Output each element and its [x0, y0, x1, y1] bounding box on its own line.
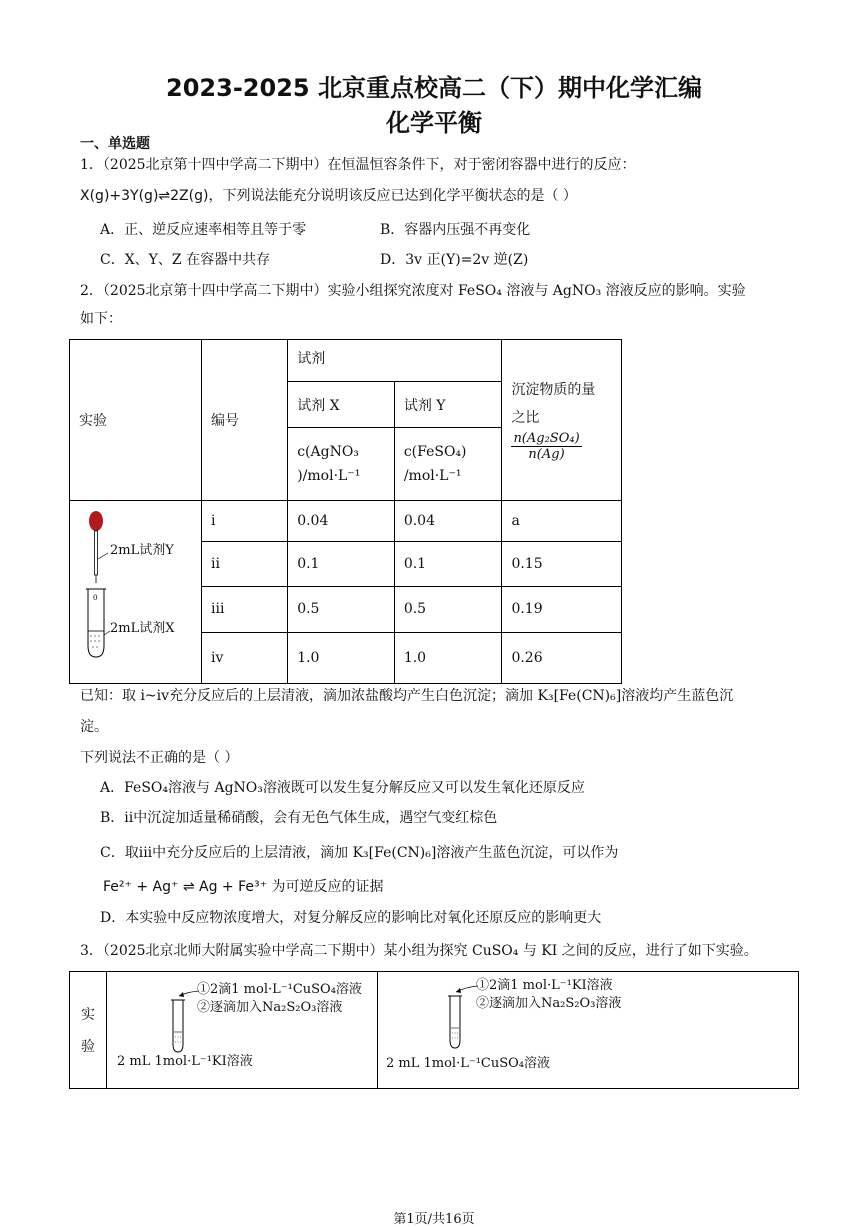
q2-known-line2: 淀。 [80, 719, 108, 735]
q2-stem-line1: 2．（2025北京第十四中学高二下期中）实验小组探究浓度对 FeSO₄ 溶液与 AgNO₃ 溶液反应的影响。实验 [80, 283, 746, 299]
header-reagent-x: 试剂 X [288, 382, 395, 428]
row-id: iv [202, 632, 288, 683]
row-conc-y: 1.0 [394, 632, 502, 683]
apparatus-cell [70, 501, 202, 684]
q1-option-b: B．容器内压强不再变化 [380, 222, 531, 238]
q3-experiment-table [69, 971, 799, 1089]
q3-right-step1: ①2滴1 mol·L⁻¹KI溶液 [476, 978, 613, 993]
header-experiment: 实验 [70, 340, 202, 501]
header-conc-x [288, 428, 395, 501]
dropper-test-tube-illustration [70, 501, 201, 679]
tube-label-reagent-y: 2mL试剂Y [110, 543, 174, 558]
q3-left-step1: ①2滴1 mol·L⁻¹CuSO₄溶液 [197, 982, 362, 997]
q2-option-d: D．本实验中反应物浓度增大，对复分解反应的影响比对氧化还原反应的影响更大 [100, 910, 602, 926]
q3-label-line2: 验 [81, 1039, 95, 1055]
row-ratio: 0.26 [502, 632, 622, 683]
row-id: i [202, 501, 288, 542]
ratio-denominator: n(Ag) [528, 446, 565, 462]
q1-stem: 1．（2025北京第十四中学高二下期中）在恒温恒容条件下，对于密闭容器中进行的反应： [80, 157, 636, 173]
header-conc-x-line2: )/mol·L⁻¹ [297, 468, 361, 484]
ratio-numerator: n(Ag₂SO₄) [513, 430, 580, 446]
header-ratio-line1: 沉淀物质的量 [511, 381, 596, 398]
q1-option-d: D．3v 正(Y)=2v 逆(Z) [380, 252, 529, 268]
row-conc-y: 0.04 [394, 501, 502, 542]
q2-option-a: A．FeSO₄溶液与 AgNO₃溶液既可以发生复分解反应又可以发生氧化还原反应 [100, 780, 585, 796]
q3-label-line1: 实 [81, 1007, 95, 1023]
header-conc-y-line1: c(FeSO₄) [403, 444, 467, 460]
q3-right-step2: ②逐滴加入Na₂S₂O₃溶液 [476, 996, 622, 1011]
row-conc-y: 0.1 [394, 542, 502, 587]
header-conc-x-line1: c(AgNO₃ [297, 444, 359, 460]
test-tube-icon [450, 996, 460, 1048]
svg-text:0: 0 [93, 594, 98, 602]
test-tube-icon [173, 1000, 183, 1052]
q1-stem-tail: ，下列说法能充分说明该反应已达到化学平衡状态的是（ ） [208, 188, 577, 204]
q3-left-step2: ②逐滴加入Na₂S₂O₃溶液 [197, 1000, 343, 1015]
table-row [70, 501, 622, 542]
q2-known-line1: 已知：取 i~iv充分反应后的上层清液，滴加浓盐酸均产生白色沉淀；滴加 K₃[Fe(CN)₆]溶液均产生蓝色沉 [80, 688, 734, 704]
row-conc-x: 0.04 [288, 501, 395, 542]
row-conc-y: 0.5 [394, 587, 502, 632]
q3-right-bottom: 2 mL 1mol·L⁻¹CuSO₄溶液 [386, 1056, 551, 1071]
q1-equation: X(g)+3Y(g)⇌2Z(g) [80, 188, 209, 204]
document-subtitle: 化学平衡 [386, 109, 482, 137]
q2-option-c-equation: Fe²⁺ + Ag⁺ ⇌ Ag + Fe³⁺ 为可逆反应的证据 [103, 879, 384, 895]
row-conc-x: 0.5 [288, 587, 395, 632]
q3-label-cell [70, 972, 107, 1089]
header-ratio [502, 340, 622, 501]
row-id: iii [202, 587, 288, 632]
dropper-tube-icon [95, 531, 98, 575]
row-ratio: 0.19 [502, 587, 622, 632]
row-ratio: 0.15 [502, 542, 622, 587]
row-conc-x: 0.1 [288, 542, 395, 587]
header-reagent: 试剂 [288, 340, 502, 382]
q2-option-b: B．ii中沉淀加适量稀硝酸，会有无色气体生成，遇空气变红棕色 [100, 810, 498, 826]
header-conc-y-line2: /mol·L⁻¹ [403, 468, 462, 484]
q3-left-setup [107, 972, 378, 1089]
section-heading: 一、单选题 [80, 136, 150, 152]
header-reagent-y: 试剂 Y [394, 382, 502, 428]
q3-stem: 3．（2025北京北师大附属实验中学高二下期中）某小组为探究 CuSO₄ 与 KI 之间的反应，进行了如下实验。 [80, 943, 758, 959]
header-conc-y [394, 428, 502, 501]
page-footer: 第1页/共16页 [393, 1212, 475, 1227]
q2-stem-line2: 如下： [80, 311, 122, 327]
q1-option-c: C．X、Y、Z 在容器中共存 [100, 252, 271, 268]
q3-left-bottom: 2 mL 1mol·L⁻¹KI溶液 [117, 1054, 253, 1069]
document-title: 2023-2025 北京重点校高二（下）期中化学汇编 [166, 74, 702, 102]
q2-experiment-table [69, 339, 622, 684]
dropper-bulb-icon [89, 511, 103, 531]
ratio-fraction [511, 431, 581, 462]
row-id: ii [202, 542, 288, 587]
row-conc-x: 1.0 [288, 632, 395, 683]
q2-option-c: C．取iii中充分反应后的上层清液，滴加 K₃[Fe(CN)₆]溶液产生蓝色沉淀，可以作为 [100, 845, 619, 861]
q3-right-setup [378, 972, 799, 1089]
q1-option-a: A．正、逆反应速率相等且等于零 [100, 222, 307, 238]
q2-ask: 下列说法不正确的是（ ） [80, 750, 239, 766]
header-number: 编号 [202, 340, 288, 501]
row-ratio: a [502, 501, 622, 542]
q1-stem-line2 [80, 186, 577, 206]
header-ratio-line2: 之比 [511, 409, 540, 426]
tube-label-reagent-x: 2mL试剂X [110, 621, 175, 636]
